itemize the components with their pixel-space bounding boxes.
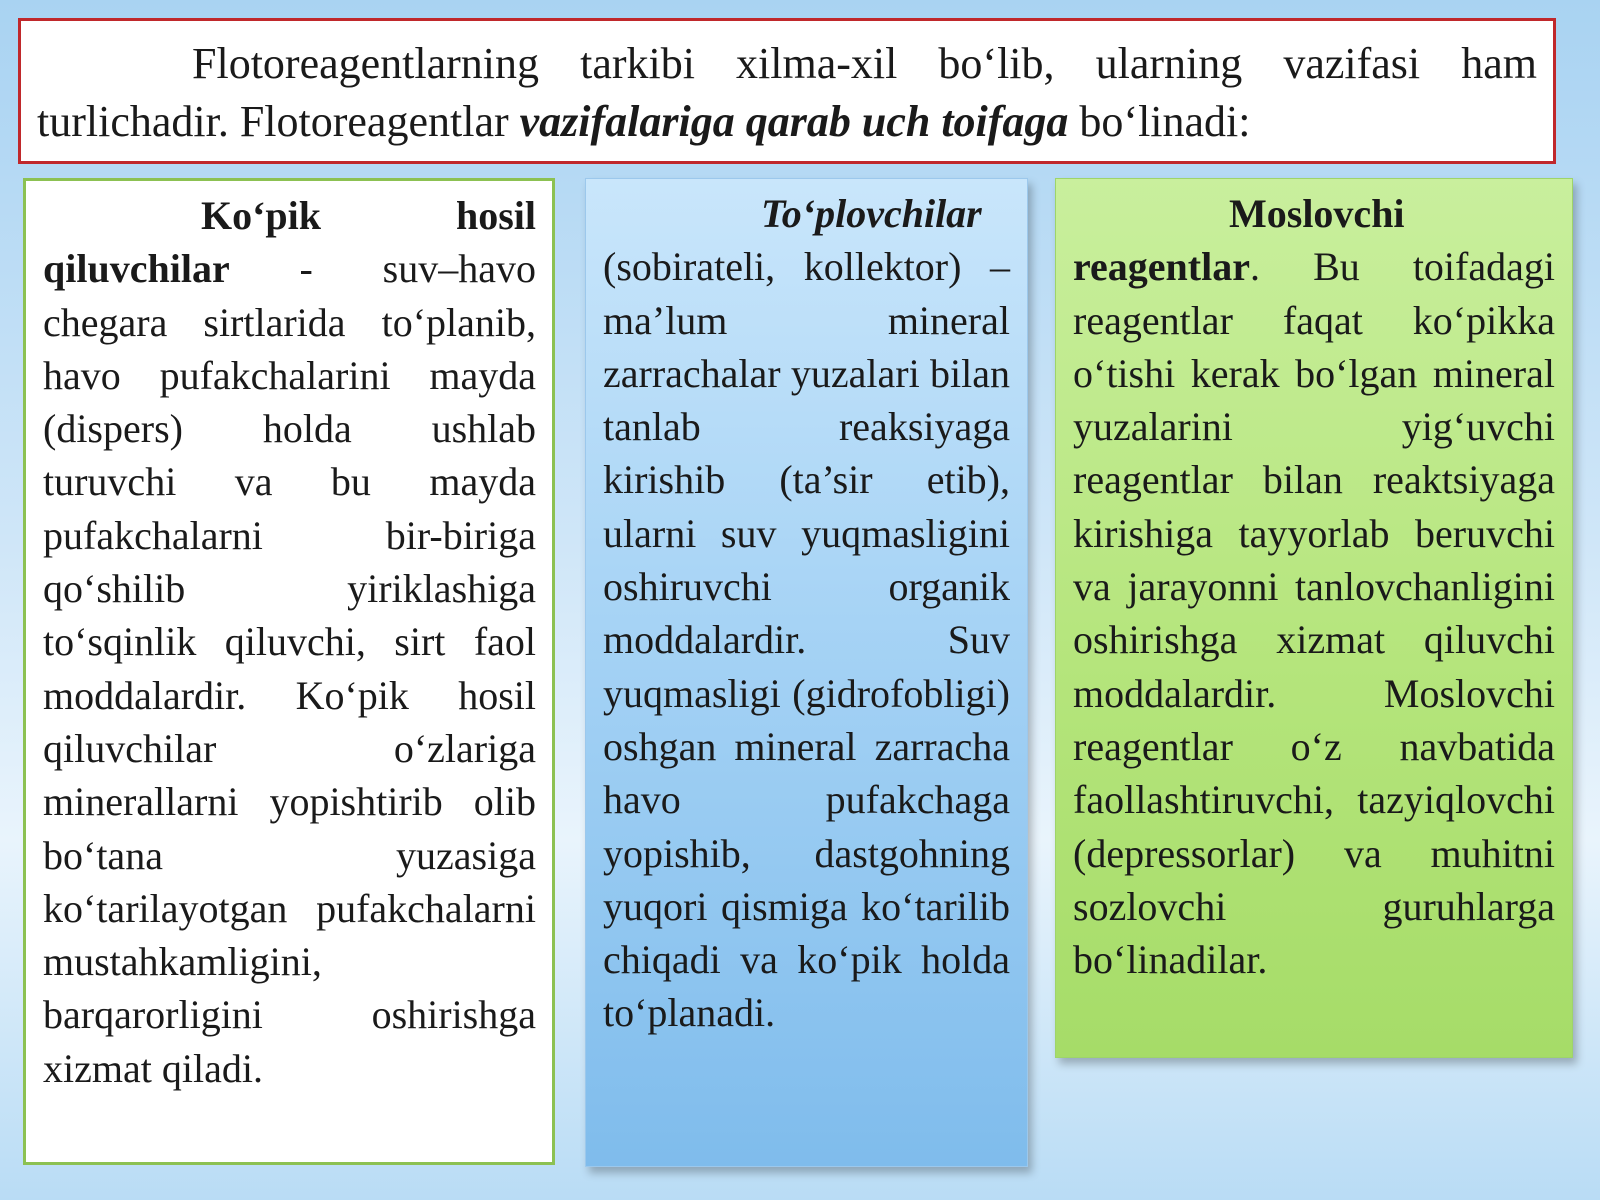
column-modifiers xyxy=(1055,178,1573,1058)
column-collectors-paragraph xyxy=(603,187,1010,1040)
intro-text-before: Flotoreagentlarning tarkibi xilma-xil bo‘lib, ularning vazifasi ham turlichadir. Flotoreagentlar xyxy=(37,39,1537,146)
column-collectors-body: (sobirateli, kollektor) – ma’lum mineral zarrachalar yuzalari bilan tanlab reaksiyaga kirishib (ta’sir etib), ularni suv yuqmasligini oshiruvchi organik moddalardir. Suv yuqmasligi (gidrofobligi) oshgan mineral zarracha havo pufakchaga yopishib, dastgohning yuqori qismiga ko‘tarilib chiqadi va ko‘pik holda to‘planadi. xyxy=(603,244,1010,1036)
column-frothers-body: - suv–havo chegara sirtlarida to‘planib, havo pufakchalarini mayda (dispers) holda ushlab turuvchi va bu mayda pufakchalarni bir-biriga qo‘shilib yiriklashiga to‘sqinlik qiluvchi, sirt faol moddalardir. Ko‘pik hosil qiluvchilar o‘zlariga minerallarni yopishtirib olib bo‘tana yuzasiga ko‘tarilayotgan pufakchalarni mustahkamligini, barqarorligini oshirishga xizmat qiladi. xyxy=(43,246,536,1091)
column-frothers xyxy=(23,178,555,1165)
column-collectors xyxy=(585,178,1028,1167)
intro-text-after: bo‘linadi: xyxy=(1068,97,1251,146)
column-modifiers-body: . Bu toifadagi reagentlar faqat ko‘pikka o‘tishi kerak bo‘lgan mineral yuzalarini yig‘uvchi reagentlar bilan reaktsiyaga kirishiga tayyorlab beruvchi va jarayonni tanlovchanligini oshirishga xizmat qiluvchi moddalardir. Moslovchi reagentlar o‘z navbatida faollashtiruvchi, tazyiqlovchi (depressorlar) va muhitni sozlovchi guruhlarga bo‘linadilar. xyxy=(1073,244,1555,983)
column-modifiers-paragraph xyxy=(1073,187,1555,986)
intro-box xyxy=(18,18,1556,164)
column-modifiers-title: Moslovchi reagentlar xyxy=(1073,191,1405,290)
column-collectors-title: To‘plovchilar xyxy=(761,191,982,236)
column-frothers-title: Ko‘pik hosil qiluvchilar xyxy=(43,193,536,292)
column-frothers-paragraph xyxy=(43,189,536,1095)
intro-emphasis: vazifalariga qarab uch toifaga xyxy=(519,97,1069,146)
